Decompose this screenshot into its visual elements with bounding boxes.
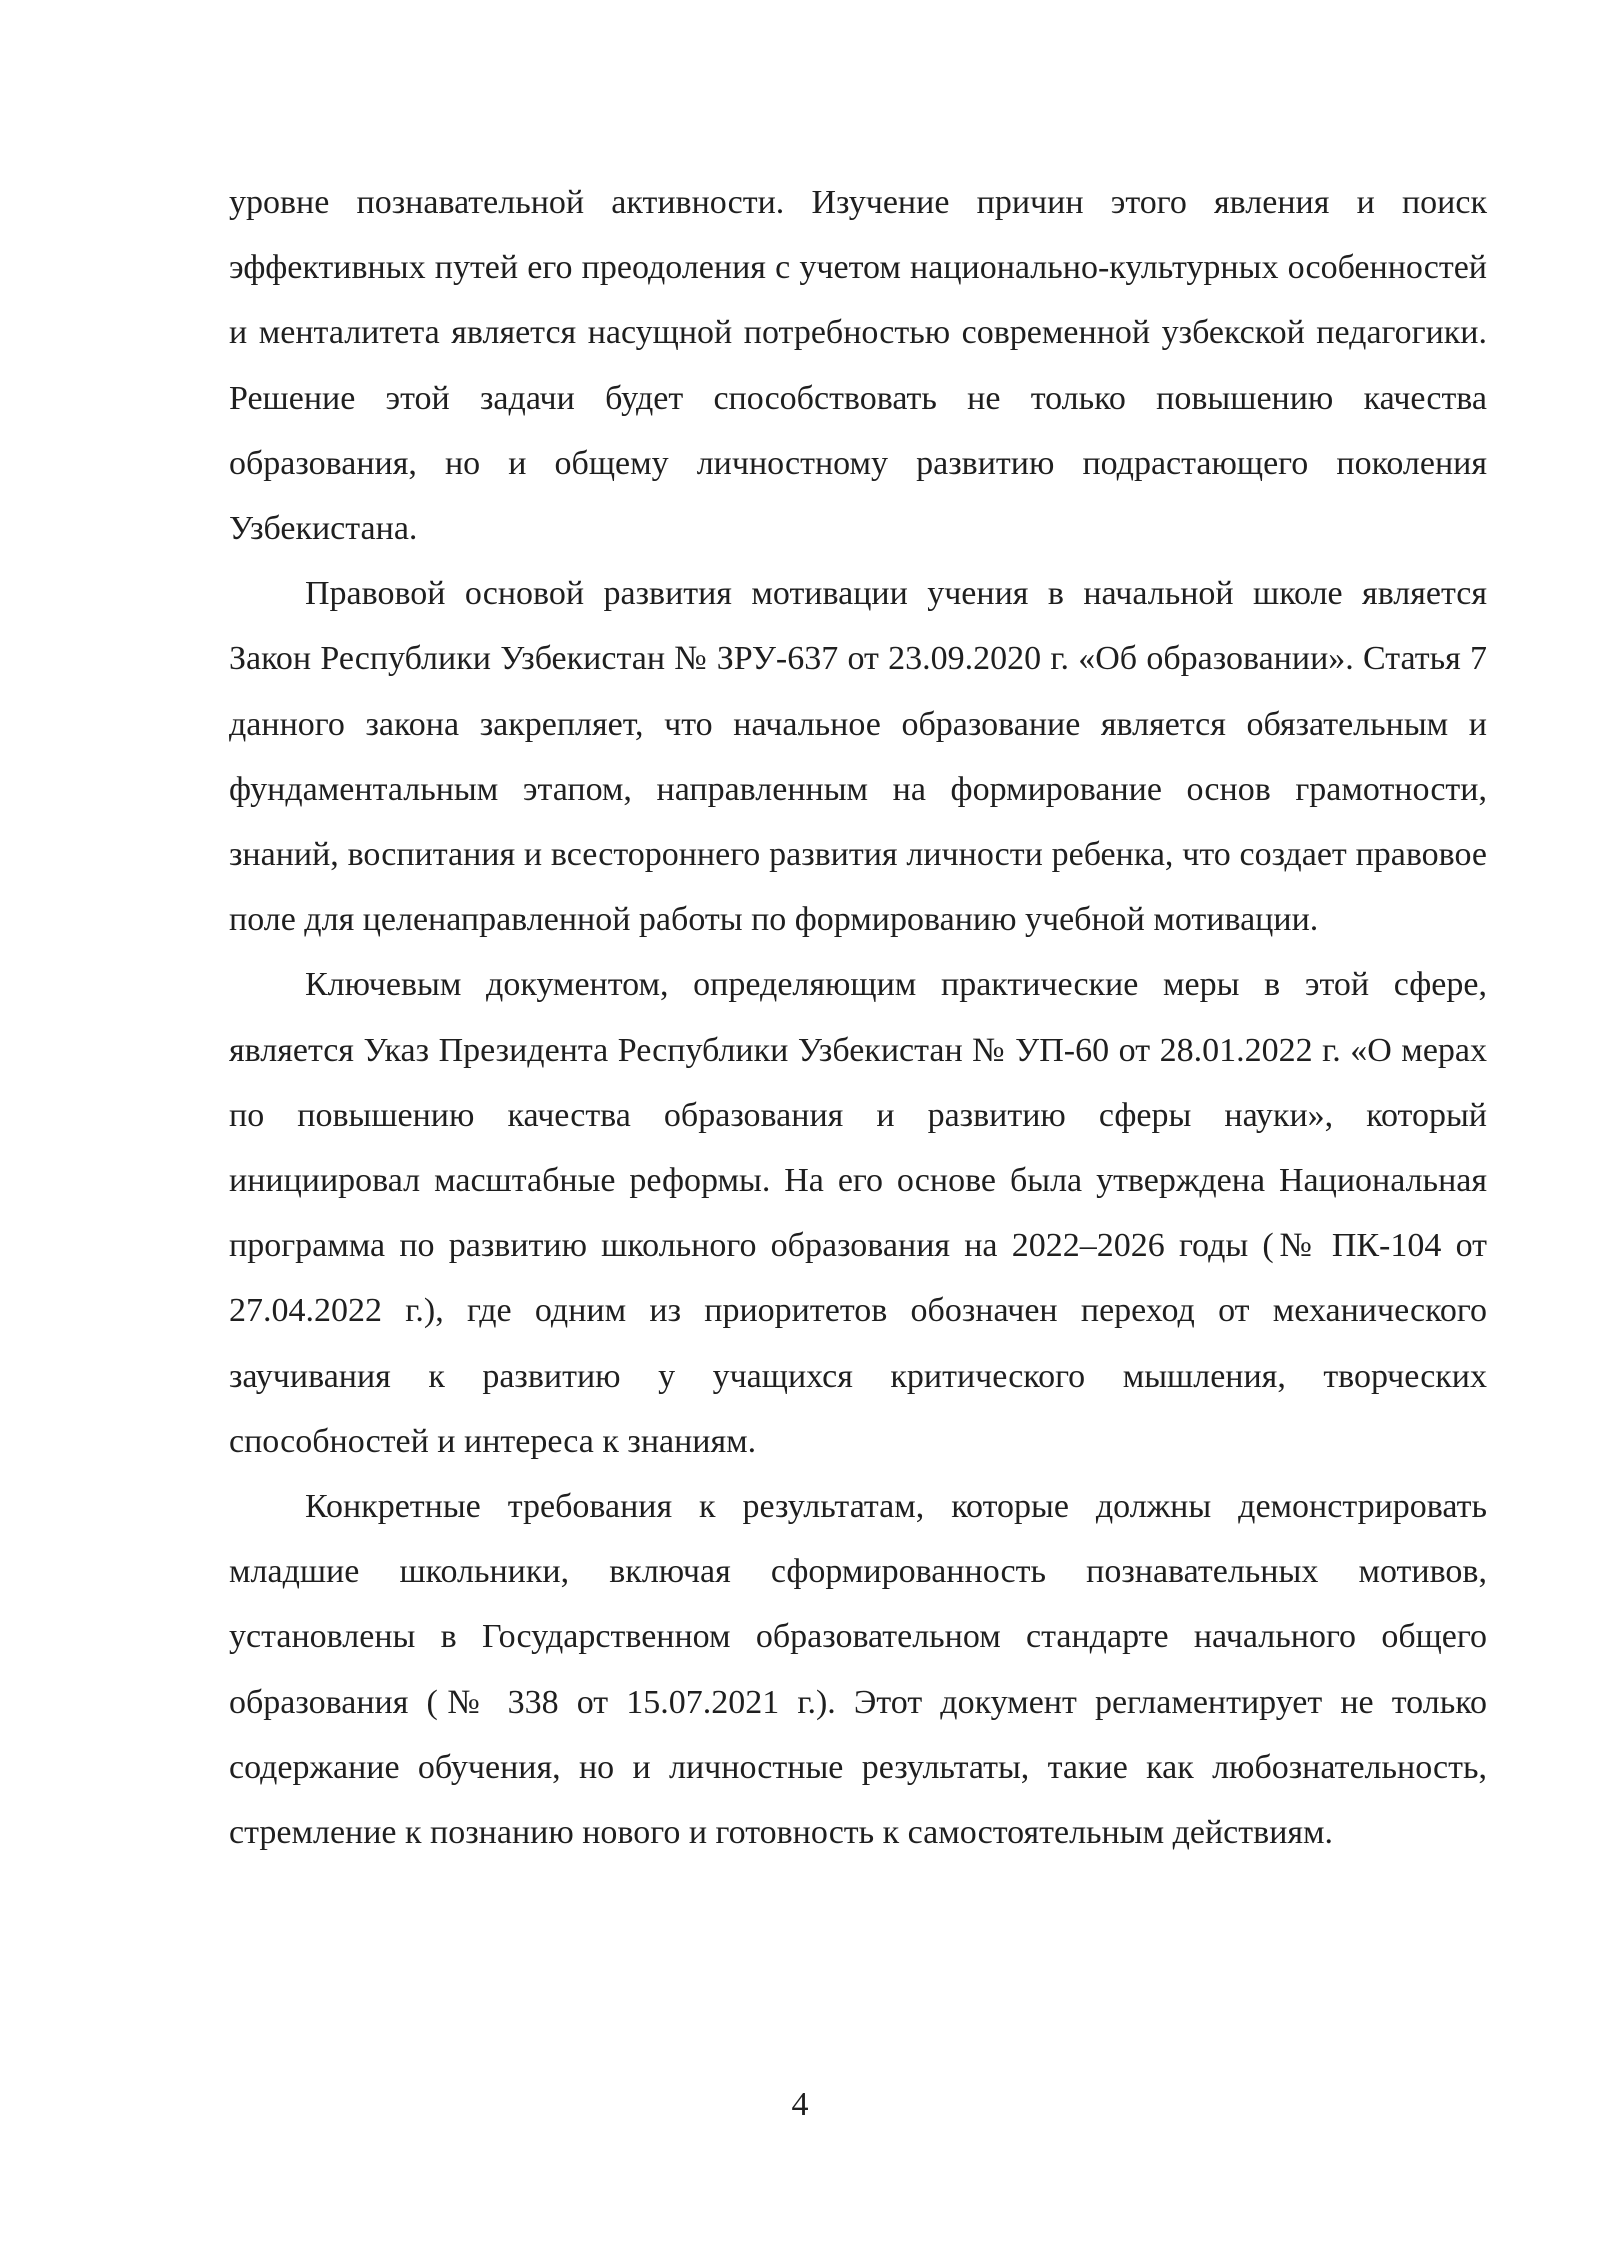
- paragraph-legal-basis: Правовой основой развития мотивации учения в начальной школе является Закон Республики Узбекистан № ЗРУ-637 от 23.09.2020 г. «Об образовании». Статья 7 данного закона закрепляет, что начальное образование является обязательным и фундаментальным этапом, направленным на формирование основ грамотности, знаний, воспитания и всестороннего развития личности ребенка, что создает правовое поле для целенаправленной работы по формированию учебной мотивации.: [229, 575, 1487, 939]
- paragraph-continuation: уровне познавательной активности. Изучение причин этого явления и поиск эффективных путей его преодоления с учетом национально-культурных особенностей и менталитета является насущной потребностью современной узбекской педагогики. Решение этой задачи будет способствовать не только повышению качества образования, но и общему личностному развитию подрастающего поколения Узбекистана.: [229, 184, 1487, 548]
- paragraph-education-standard: Конкретные требования к результатам, которые должны демонстрировать младшие школьники, включая сформированность познавательных мотивов, установлены в Государственном образовательном стандарте начального общего образования (№ 338 от 15.07.2021 г.). Этот документ регламентирует не только содержание обучения, но и личностные результаты, такие как любознательность, стремление к познанию нового и готовность к самостоятельным действиям.: [229, 1488, 1487, 1852]
- page-number: 4: [791, 2086, 809, 2123]
- body-text: [229, 170, 1487, 1865]
- paragraph-presidential-decree: Ключевым документом, определяющим практические меры в этой сфере, является Указ Президента Республики Узбекистан № УП-60 от 28.01.2022 г. «О мерах по повышению качества образования и развитию сферы науки», который инициировал масштабные реформы. На его основе была утверждена Национальная программа по развитию школьного образования на 2022–2026 годы (№ ПК-104 от 27.04.2022 г.), где одним из приоритетов обозначен переход от механического заучивания к развитию у учащихся критического мышления, творческих способностей и интереса к знаниям.: [229, 966, 1487, 1460]
